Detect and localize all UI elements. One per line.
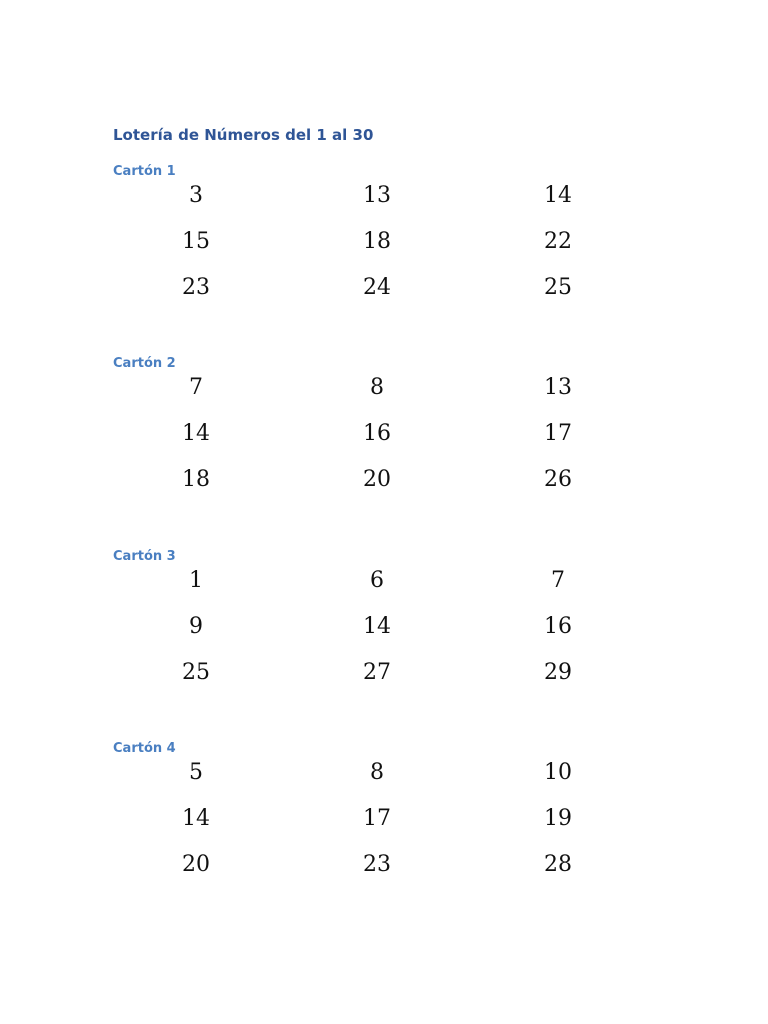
card-number: 17 (363, 806, 391, 831)
card-number: 29 (544, 660, 572, 685)
card-number: 18 (363, 229, 391, 254)
card-number: 23 (363, 852, 391, 877)
card-number: 10 (544, 760, 572, 785)
card-number: 20 (363, 467, 391, 492)
card-number: 28 (544, 852, 572, 877)
card-number: 16 (363, 421, 391, 446)
card-number: 27 (363, 660, 391, 685)
lottery-card-4 (113, 740, 673, 898)
card-number: 25 (182, 660, 210, 685)
card-heading: Cartón 4 (113, 741, 176, 756)
card-row (113, 614, 673, 660)
card-row (113, 568, 673, 614)
card-number: 16 (544, 614, 572, 639)
card-number: 5 (189, 760, 203, 785)
card-number: 14 (182, 421, 210, 446)
card-number: 20 (182, 852, 210, 877)
card-number: 8 (370, 760, 384, 785)
card-row (113, 467, 673, 513)
card-row (113, 183, 673, 229)
lottery-card-2 (113, 355, 673, 513)
card-row (113, 852, 673, 898)
card-number: 6 (370, 568, 384, 593)
card-heading: Cartón 3 (113, 549, 176, 564)
card-number: 23 (182, 275, 210, 300)
card-number: 14 (363, 614, 391, 639)
document-title: Lotería de Números del 1 al 30 (113, 126, 374, 144)
card-row (113, 421, 673, 467)
card-number: 19 (544, 806, 572, 831)
card-number: 13 (363, 183, 391, 208)
card-number: 9 (189, 614, 203, 639)
card-number: 25 (544, 275, 572, 300)
card-number: 13 (544, 375, 572, 400)
card-number: 17 (544, 421, 572, 446)
card-number: 26 (544, 467, 572, 492)
card-number: 1 (189, 568, 203, 593)
card-row (113, 760, 673, 806)
card-number: 14 (544, 183, 572, 208)
card-number: 24 (363, 275, 391, 300)
card-row (113, 660, 673, 706)
lottery-card-3 (113, 548, 673, 706)
card-number-grid (113, 760, 673, 898)
card-number: 8 (370, 375, 384, 400)
card-number: 18 (182, 467, 210, 492)
card-row (113, 229, 673, 275)
card-number: 14 (182, 806, 210, 831)
card-row (113, 806, 673, 852)
card-number: 3 (189, 183, 203, 208)
card-row (113, 275, 673, 321)
card-number-grid (113, 568, 673, 706)
lottery-card-1 (113, 163, 673, 321)
card-number: 22 (544, 229, 572, 254)
card-number-grid (113, 183, 673, 321)
card-row (113, 375, 673, 421)
card-heading: Cartón 1 (113, 164, 176, 179)
card-number: 15 (182, 229, 210, 254)
card-number: 7 (189, 375, 203, 400)
card-heading: Cartón 2 (113, 356, 176, 371)
card-number-grid (113, 375, 673, 513)
card-number: 7 (551, 568, 565, 593)
